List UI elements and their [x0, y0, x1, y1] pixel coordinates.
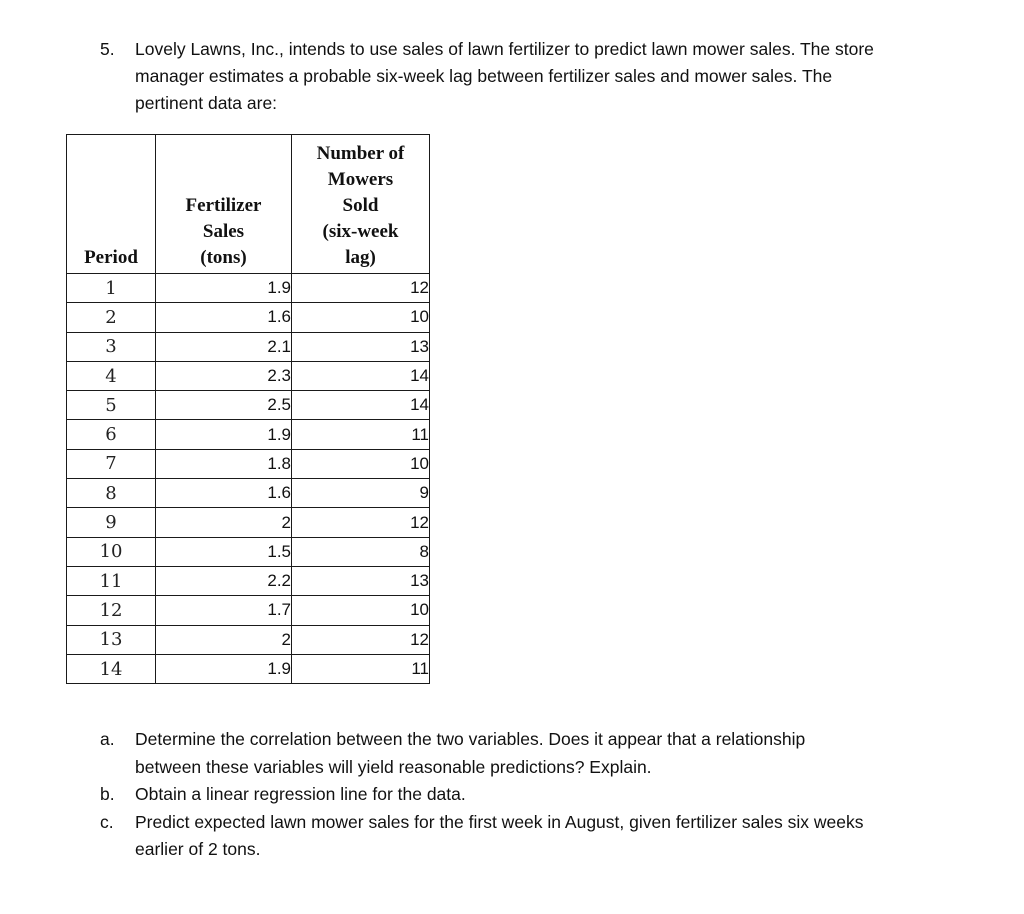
header-period — [67, 135, 156, 274]
table-row — [67, 391, 430, 420]
part-line: Obtain a linear regression line for the data. — [135, 784, 466, 804]
mowers-sold-cell: 12 — [292, 274, 430, 303]
part-letter: a. — [100, 729, 115, 749]
header-line: Fertilizer — [185, 195, 262, 216]
period-cell: 11 — [67, 566, 156, 595]
period-cell: 14 — [67, 654, 156, 683]
mowers-sold-cell: 13 — [292, 566, 430, 595]
mowers-sold-cell: 13 — [292, 332, 430, 361]
mowers-sold-cell: 11 — [292, 420, 430, 449]
table-row — [67, 596, 430, 625]
part-c — [100, 809, 980, 864]
table-row — [67, 449, 430, 478]
fertilizer-sales-cell: 2 — [156, 508, 292, 537]
table-row — [67, 508, 430, 537]
period-cell: 2 — [67, 303, 156, 332]
table-row — [67, 537, 430, 566]
header-period-label: Period — [84, 247, 138, 268]
table-row — [67, 566, 430, 595]
table-row — [67, 361, 430, 390]
mowers-sold-cell: 8 — [292, 537, 430, 566]
mowers-sold-cell: 12 — [292, 508, 430, 537]
question-text-line: Lovely Lawns, Inc., intends to use sales of lawn fertilizer to predict lawn mower sales. The store — [135, 39, 874, 59]
header-line: Mowers — [327, 169, 394, 190]
period-cell: 7 — [67, 449, 156, 478]
period-cell: 12 — [67, 596, 156, 625]
period-cell: 5 — [67, 391, 156, 420]
question-text-line: manager estimates a probable six-week lag between fertilizer sales and mower sales. The — [135, 66, 833, 86]
table-header-row — [67, 135, 430, 274]
period-cell: 10 — [67, 537, 156, 566]
fertilizer-sales-cell: 1.7 — [156, 596, 292, 625]
mowers-sold-cell: 12 — [292, 625, 430, 654]
header-line: Sold — [342, 195, 379, 216]
table-row — [67, 420, 430, 449]
mowers-sold-cell: 10 — [292, 449, 430, 478]
mowers-sold-cell: 10 — [292, 303, 430, 332]
mowers-sold-cell: 14 — [292, 361, 430, 390]
period-cell: 8 — [67, 479, 156, 508]
period-cell: 3 — [67, 332, 156, 361]
fertilizer-sales-cell: 1.9 — [156, 654, 292, 683]
mowers-sold-cell: 10 — [292, 596, 430, 625]
period-cell: 1 — [67, 274, 156, 303]
part-line: earlier of 2 tons. — [135, 839, 261, 859]
question-text-line: pertinent data are: — [135, 93, 278, 113]
table-row — [67, 332, 430, 361]
header-line: Number of — [316, 143, 405, 164]
period-cell: 13 — [67, 625, 156, 654]
fertilizer-sales-cell: 2.1 — [156, 332, 292, 361]
question-number: 5. — [100, 39, 115, 59]
period-cell: 4 — [67, 361, 156, 390]
question-parts — [100, 726, 980, 864]
mowers-sold-cell: 11 — [292, 654, 430, 683]
period-cell: 6 — [67, 420, 156, 449]
part-line: Predict expected lawn mower sales for the first week in August, given fertilizer sales six weeks — [135, 811, 864, 832]
table-row — [67, 303, 430, 332]
period-cell: 9 — [67, 508, 156, 537]
fertilizer-sales-cell: 1.5 — [156, 537, 292, 566]
fertilizer-sales-cell: 2 — [156, 625, 292, 654]
question-text — [135, 36, 960, 117]
data-table — [66, 134, 430, 684]
mowers-sold-cell: 14 — [292, 391, 430, 420]
fertilizer-sales-cell: 2.3 — [156, 361, 292, 390]
table-body — [67, 274, 430, 684]
part-letter: c. — [100, 811, 114, 832]
mowers-sold-cell: 9 — [292, 479, 430, 508]
table-row — [67, 479, 430, 508]
part-b — [100, 781, 980, 809]
part-line: Determine the correlation between the two variables. Does it appear that a relationship — [135, 729, 806, 749]
header-mowers-sold — [292, 135, 430, 274]
header-line: Sales — [202, 221, 245, 242]
header-fertilizer-sales — [156, 135, 292, 274]
part-a — [100, 726, 980, 781]
fertilizer-sales-cell: 1.9 — [156, 274, 292, 303]
part-letter: b. — [100, 784, 115, 804]
header-line: (six-week — [322, 221, 399, 242]
fertilizer-sales-cell: 1.9 — [156, 420, 292, 449]
part-line: between these variables will yield reasonable predictions? Explain. — [135, 756, 652, 777]
table-row — [67, 654, 430, 683]
header-line: (tons) — [200, 247, 247, 268]
table-row — [67, 625, 430, 654]
table-row — [67, 274, 430, 303]
fertilizer-sales-cell: 1.6 — [156, 303, 292, 332]
header-line: lag) — [345, 247, 376, 268]
fertilizer-sales-cell: 2.5 — [156, 391, 292, 420]
fertilizer-sales-cell: 1.8 — [156, 449, 292, 478]
fertilizer-sales-cell: 1.6 — [156, 479, 292, 508]
question-5 — [100, 36, 960, 117]
fertilizer-sales-cell: 2.2 — [156, 566, 292, 595]
